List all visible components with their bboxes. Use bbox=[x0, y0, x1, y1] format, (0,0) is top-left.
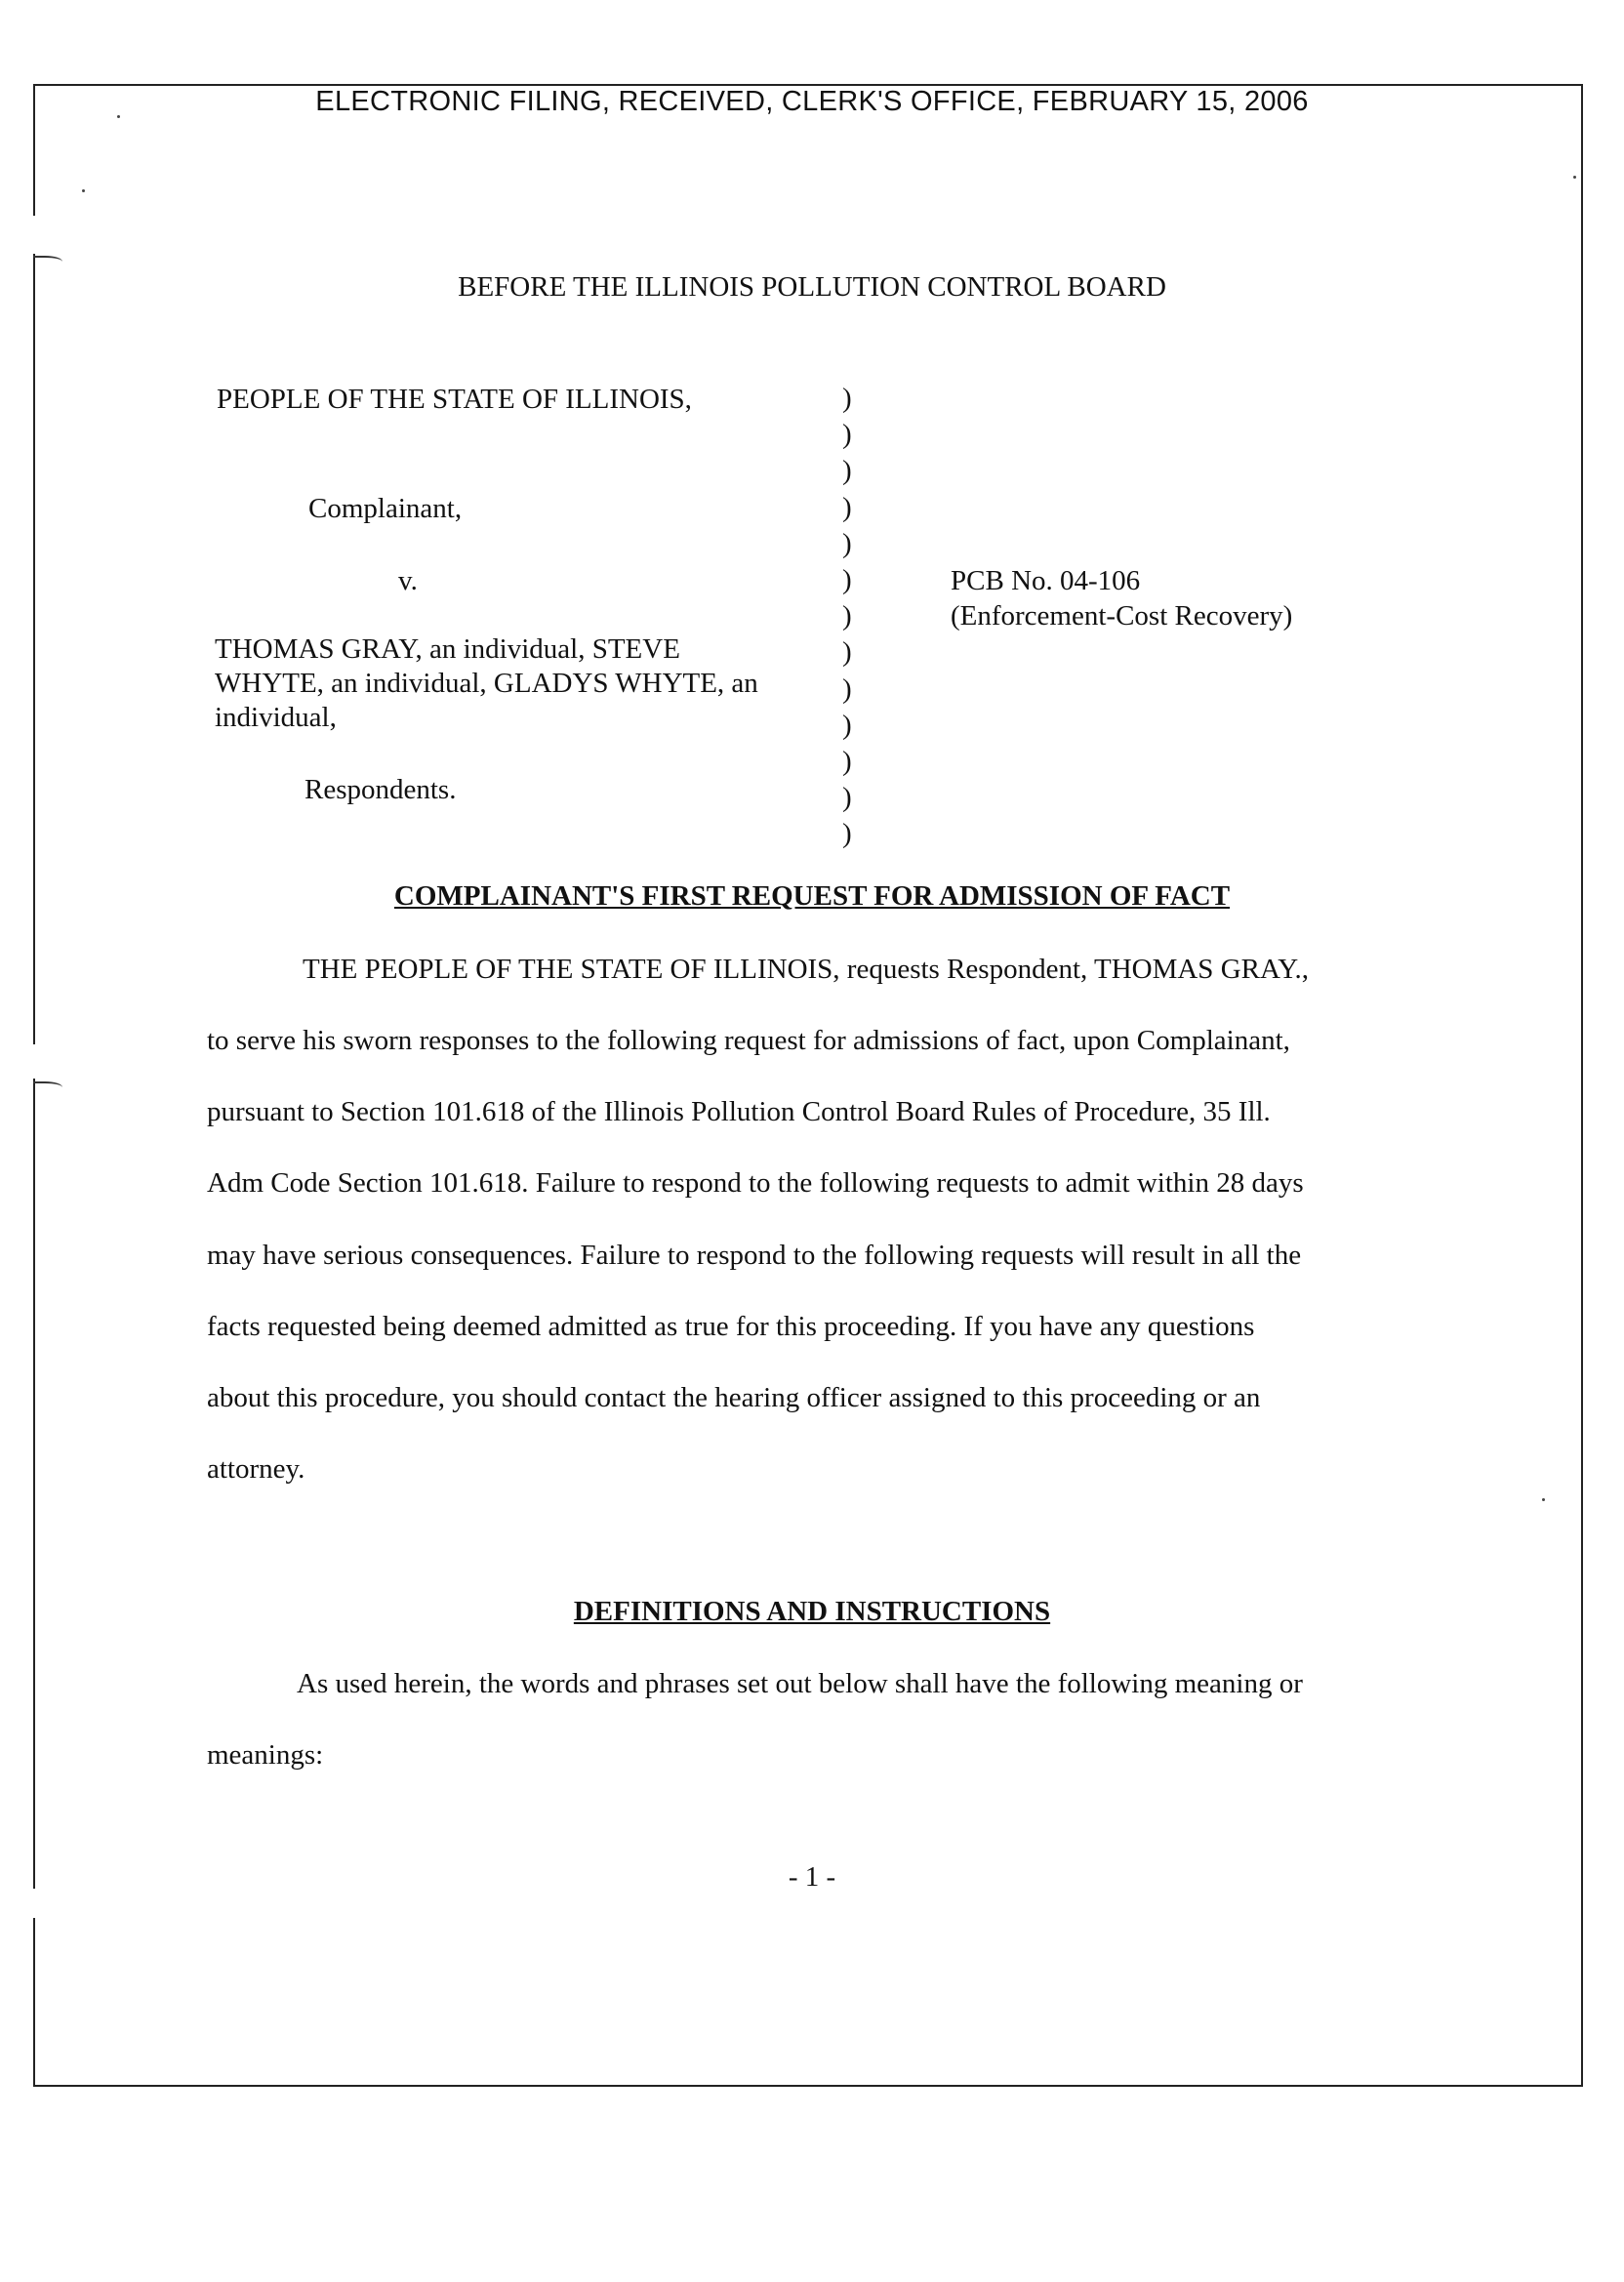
definitions-heading: DEFINITIONS AND INSTRUCTIONS bbox=[573, 1596, 1051, 1627]
caption-paren: ) bbox=[842, 818, 852, 850]
page-number: - 1 - bbox=[788, 1861, 836, 1893]
caption-parenthesis-column bbox=[842, 381, 852, 852]
electronic-filing-stamp: ELECTRONIC FILING, RECEIVED, CLERK'S OFFICE, FEBRUARY 15, 2006 bbox=[315, 86, 1309, 117]
intro-line: about this procedure, you should contact the hearing officer assigned to this proceeding or an bbox=[207, 1382, 1261, 1413]
caption-plaintiff: PEOPLE OF THE STATE OF ILLINOIS, bbox=[217, 384, 692, 415]
request-heading: COMPLAINANT'S FIRST REQUEST FOR ADMISSION OF FACT bbox=[393, 880, 1231, 912]
definitions-line: As used herein, the words and phrases set out below shall have the following meaning or bbox=[297, 1668, 1303, 1699]
caption-defendants-line-3: individual, bbox=[215, 702, 337, 733]
caption-paren: ) bbox=[842, 709, 852, 741]
scan-mark bbox=[33, 256, 62, 265]
page-border-left-segment bbox=[33, 1918, 35, 2087]
page-border-left-segment bbox=[33, 254, 35, 1044]
caption-paren: ) bbox=[842, 782, 852, 814]
caption-paren: ) bbox=[842, 636, 852, 669]
caption-complainant-label: Complainant, bbox=[308, 493, 463, 524]
caption-defendants-line-1: THOMAS GRAY, an individual, STEVE bbox=[215, 633, 680, 665]
intro-line: facts requested being deemed admitted as true for this proceeding. If you have any questions bbox=[207, 1311, 1255, 1342]
caption-paren: ) bbox=[842, 563, 852, 595]
page-border-left-segment bbox=[33, 1079, 35, 1889]
intro-line: THE PEOPLE OF THE STATE OF ILLINOIS, requests Respondent, THOMAS GRAY., bbox=[303, 954, 1309, 985]
caption-paren: ) bbox=[842, 672, 852, 705]
scan-speck bbox=[1542, 1498, 1545, 1501]
scan-speck bbox=[82, 189, 85, 192]
case-type: (Enforcement-Cost Recovery) bbox=[951, 600, 1293, 632]
intro-line: attorney. bbox=[207, 1453, 305, 1485]
caption-paren: ) bbox=[842, 527, 852, 559]
case-number: PCB No. 04-106 bbox=[951, 565, 1141, 596]
scan-mark bbox=[33, 1081, 62, 1091]
caption-paren: ) bbox=[842, 491, 852, 523]
intro-line: pursuant to Section 101.618 of the Illinois Pollution Control Board Rules of Procedure, 35 Ill. bbox=[207, 1096, 1271, 1127]
caption-versus: v. bbox=[398, 565, 418, 596]
caption-paren: ) bbox=[842, 383, 852, 414]
caption-paren: ) bbox=[842, 455, 852, 487]
caption-defendants-line-2: WHYTE, an individual, GLADYS WHYTE, an bbox=[215, 668, 758, 699]
caption-paren: ) bbox=[842, 745, 852, 777]
intro-line: may have serious consequences. Failure to respond to the following requests will result in all the bbox=[207, 1240, 1302, 1271]
caption-respondents-label: Respondents. bbox=[304, 774, 457, 805]
caption-paren: ) bbox=[842, 419, 852, 451]
scan-speck bbox=[1573, 176, 1576, 179]
board-title: BEFORE THE ILLINOIS POLLUTION CONTROL BOARD bbox=[458, 271, 1166, 303]
intro-line: to serve his sworn responses to the following request for admissions of fact, upon Complainant, bbox=[207, 1025, 1290, 1056]
caption-paren: ) bbox=[842, 600, 852, 632]
definitions-line: meanings: bbox=[207, 1739, 324, 1771]
intro-line: Adm Code Section 101.618. Failure to respond to the following requests to admit within 28 days bbox=[207, 1167, 1304, 1199]
